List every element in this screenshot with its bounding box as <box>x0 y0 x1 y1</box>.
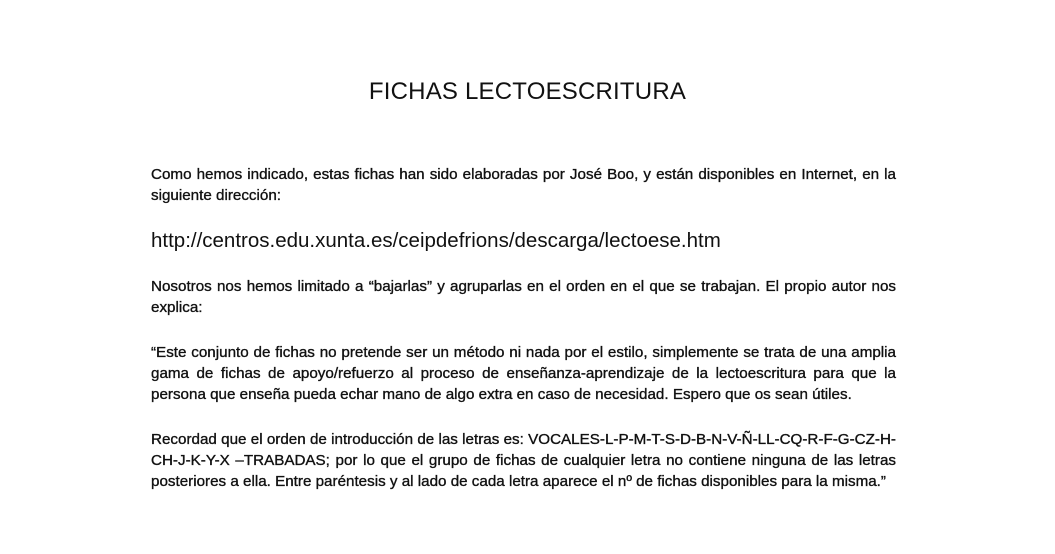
author-quote-paragraph: “Este conjunto de fichas no pretende ser un método ni nada por el estilo, simplemente se trata de una amplia gama de fichas de apoyo/refuerzo al proceso de enseñanza-aprendizaje de la lectoescritura para que la persona que enseña pueda echar mano de algo extra en caso de necesidad. Espero que os sean útiles. <box>151 344 896 403</box>
document-title: FICHAS LECTOESCRITURA <box>368 78 687 105</box>
letter-order-paragraph: Recordad que el orden de introducción de las letras es: VOCALES-L-P-M-T-S-D-B-N-V-Ñ-LL-CQ-R-F-G-CZ-H-CH-J-K-Y-X –TRABADAS; por lo que el grupo de fichas de cualquier letra no contiene ninguna de las letras posteriores a ella. Entre paréntesis y al lado de cada letra aparece el nº de fichas disponibles para la misma.” <box>151 431 896 490</box>
explanation-paragraph: Nosotros nos hemos limitado a “bajarlas” y agruparlas en el orden en el que se trabajan. El propio autor nos explica: <box>151 278 896 316</box>
document-body <box>151 164 896 492</box>
source-url: http://centros.edu.xunta.es/ceipdefrions/descarga/lectoese.htm <box>151 229 721 252</box>
intro-paragraph: Como hemos indicado, estas fichas han sido elaboradas por José Boo, y están disponibles en Internet, en la siguiente dirección: <box>151 166 896 204</box>
